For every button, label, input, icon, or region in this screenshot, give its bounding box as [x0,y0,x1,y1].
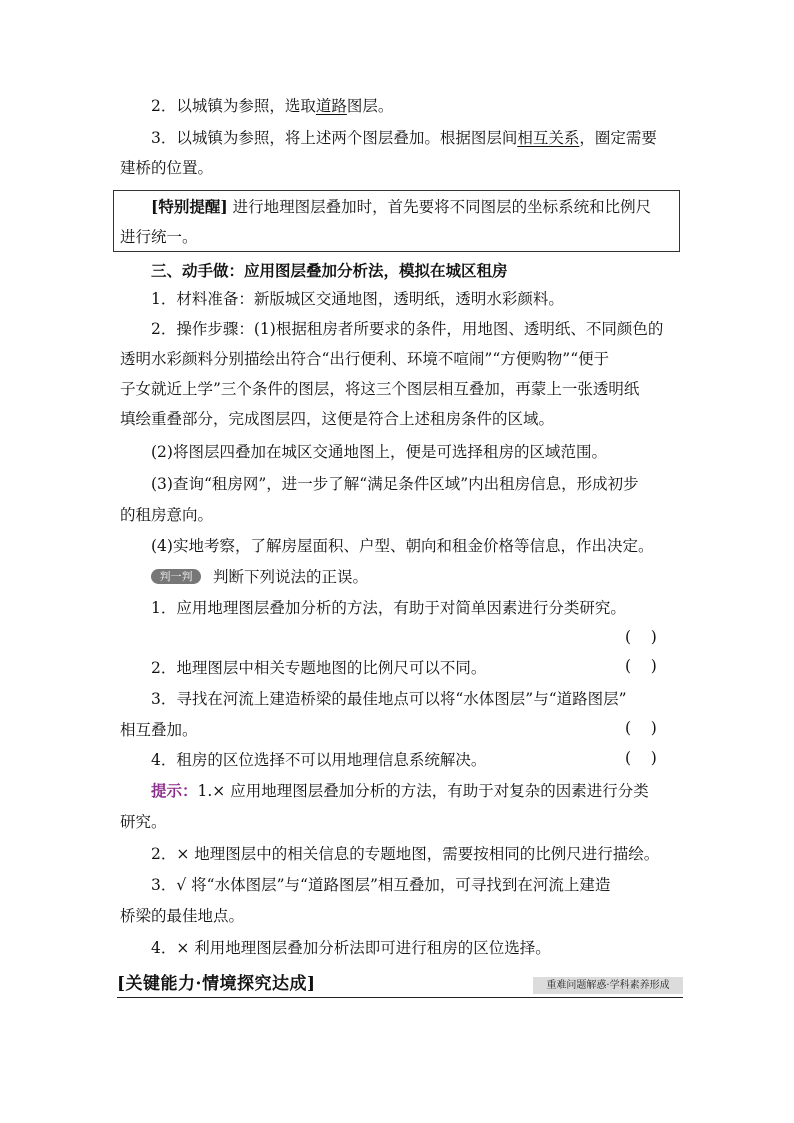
section-footer [117,972,683,998]
step-2-end: 图层。 [346,97,394,115]
hint-1-text: 1.× 应用地理图层叠加分析的方法，有助于对复杂的因素进行分类 [197,782,649,800]
tip-line-1 [151,196,651,218]
answer-blank-2[interactable]: ( ) [625,657,657,675]
operation-step-1-cont-a: 透明水彩颜料分别描绘出符合“出行便利、环境不喧闹”“方便购物”“便于 [120,350,610,368]
section-3-heading: 三、动手做：应用图层叠加分析法，模拟在城区租房 [151,261,508,280]
hint-4: 4．× 利用地理图层叠加分析法即可进行租房的区位选择。 [151,939,551,957]
section-title: [关键能力·情境探究达成] [117,974,316,994]
step-3-underlined: 相互关系 [517,129,580,147]
hint-1 [151,780,649,802]
operation-step-1-cont-c: 填绘重叠部分，完成图层四，这便是符合上述租房条件的区域。 [120,410,555,428]
tip-text: 进行地理图层叠加时，首先要将不同图层的坐标系统和比例尺 [227,198,652,216]
operation-step-3: (3)查询“租房网”，进一步了解“满足条件区域”内出租房信息，形成初步 [151,475,639,493]
tip-label: [特别提醒] [151,197,228,216]
hint-1-cont: 研究。 [120,813,167,831]
hint-2: 2．× 地理图层中的相关信息的专题地图，需要按相同的比例尺进行描绘。 [151,845,660,863]
section-tag: 重难问题解惑·学科素养形成 [533,977,683,994]
question-3: 3．寻找在河流上建造桥梁的最佳地点可以将“水体图层”与“道路图层” [151,690,627,708]
question-2: 2．地理图层中相关专题地图的比例尺可以不同。 [151,659,487,677]
hint-3-cont: 桥梁的最佳地点。 [120,907,245,925]
answer-blank-3[interactable]: ( ) [625,719,657,737]
operation-step-2: (2)将图层四叠加在城区交通地图上，便是可选择租房的区域范围。 [151,443,607,461]
hint-label: 提示： [151,782,198,800]
question-3-cont: 相互叠加。 [120,721,198,739]
step-3-cont: 建桥的位置。 [120,159,214,177]
answer-blank-1[interactable]: ( ) [625,628,657,646]
step-3-text-a: 3．以城镇为参照，将上述两个图层叠加。根据图层间 [151,129,518,147]
operation-step-4: (4)实地考察，了解房屋面积、户型、朝向和租金价格等信息，作出决定。 [151,537,654,555]
operation-step-3-cont: 的租房意向。 [120,506,214,524]
question-1: 1．应用地理图层叠加分析的方法，有助于对简单因素进行分类研究。 [151,599,626,617]
judge-heading [151,566,368,588]
step-2-text: 2．以城镇为参照，选取 [151,97,316,115]
tip-line-2: 进行统一。 [120,228,198,246]
hint-3: 3．√ 将“水体图层”与“道路图层”相互叠加，可寻找到在河流上建造 [151,876,611,894]
answer-blank-4[interactable]: ( ) [625,749,657,767]
judge-badge-icon: 判一判 [151,569,201,584]
step-2-underlined: 道路 [315,97,347,115]
step-3 [151,127,657,149]
special-reminder-box [113,190,680,252]
judge-intro: 判断下列说法的正误。 [213,568,369,586]
operation-step-1: 2．操作步骤：(1)根据租房者所要求的条件，用地图、透明纸、不同颜色的 [151,320,664,338]
question-4: 4．租房的区位选择不可以用地理信息系统解决。 [151,751,487,769]
material-prep: 1．材料准备：新版城区交通地图，透明纸，透明水彩颜料。 [151,290,564,308]
step-3-text-b: ，圈定需要 [579,129,657,147]
step-2 [151,95,393,117]
operation-step-1-cont-b: 子女就近上学”三个条件的图层，将这三个图层相互叠加，再蒙上一张透明纸 [120,380,640,398]
